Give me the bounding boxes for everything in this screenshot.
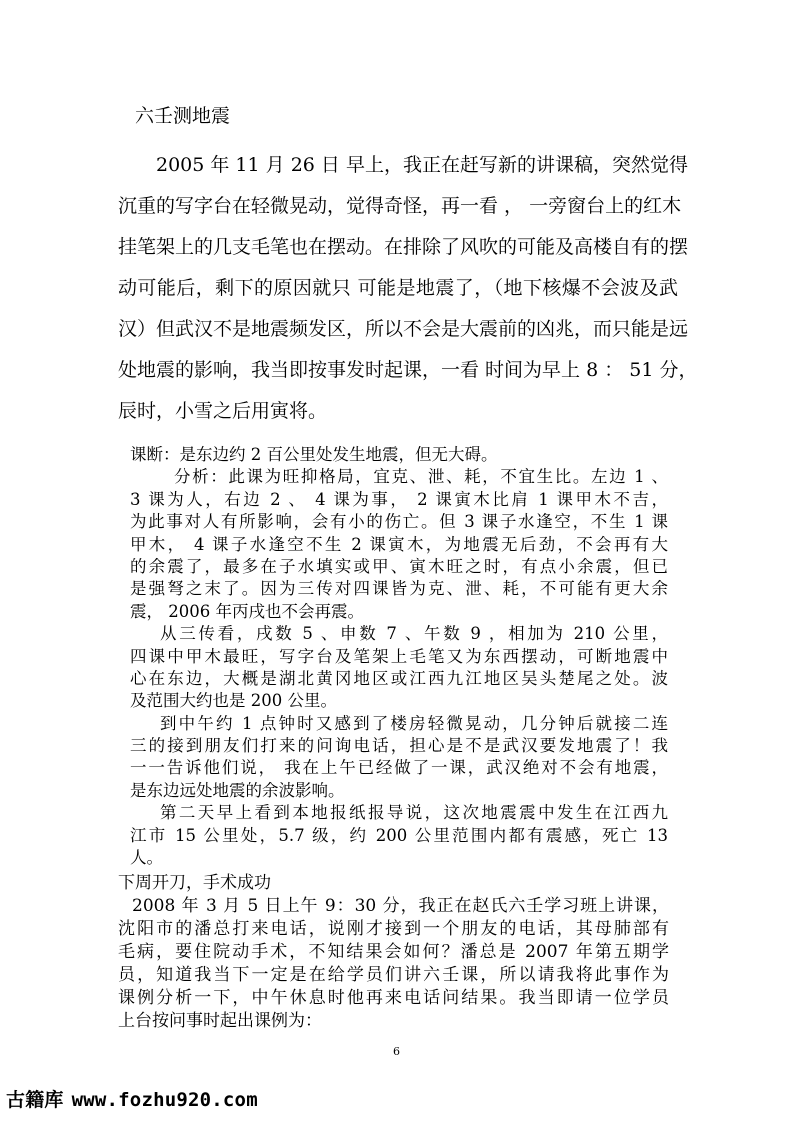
text-line: 辰时，小雪之后用寅将。 <box>118 400 328 422</box>
site-watermark <box>6 1087 258 1113</box>
text-line: 三的接到朋友们打来的问询电话，担心是不是武汉要发地震了！我 <box>130 736 668 756</box>
text-line: 江市 15 公里处，5.7 级，约 200 公里范围内都有震感，死亡 13 <box>130 825 668 845</box>
text-line: 第二天早上看到本地报纸报导说，这次地震震中发生在江西九 <box>160 803 668 823</box>
page-number: 6 <box>393 1045 400 1058</box>
text-line: 2005 年 11 月 26 日 早上，我正在赶写新的讲课稿，突然觉得 <box>156 154 688 176</box>
text-line: 毛病，要住院动手术，不知结果会如何？潘总是 2007 年第五期学 <box>118 942 669 962</box>
text-line: 震， 2006 年丙戌也不会再震。 <box>130 601 364 621</box>
text-line: 一一告诉他们说， 我在上午已经做了一课，武汉绝对不会有地震， <box>130 758 668 778</box>
text-line: 人。 <box>130 848 163 868</box>
watermark-url: www.fozhu920.com <box>71 1089 258 1111</box>
text-line: 沈阳市的潘总打来电话，说刚才接到一个朋友的电话，其母肺部有 <box>118 919 669 939</box>
watermark-site-name: 古籍库 <box>6 1089 64 1111</box>
text-line: 到中午约 1 点钟时又感到了楼房轻微晃动，几分钟后就接二连 <box>160 713 668 733</box>
text-line: 课例分析一下，中午休息时他再来电话问结果。我当即请一位学员 <box>118 988 669 1008</box>
text-line: 3 课为人，右边 2 、 4 课为事， 2 课寅木比肩 1 课甲木不吉， <box>130 489 668 509</box>
paragraph-earthquake-intro <box>118 145 698 432</box>
paragraph-earthquake-analysis <box>130 444 668 869</box>
text-line: 心在东边，大概是湖北黄冈地区或江西九江地区吴头楚尾之处。波 <box>130 668 668 688</box>
text-line: 挂笔架上的几支毛笔也在摆动。在排除了风吹的可能及高楼自有的摆 <box>118 236 689 258</box>
text-line: 是强弩之末了。因为三传对四课皆为克、泄、耗，不可能有更大余 <box>130 579 668 599</box>
text-line: 是东边远处地震的余波影响。 <box>130 780 345 800</box>
text-line: 的余震了，最多在子水填实或甲、寅木旺之时，有点小余震，但已 <box>130 556 668 576</box>
section-title-earthquake: 六壬测地震 <box>135 105 231 127</box>
text-line: 员，知道我当下一定是在给学员们讲六壬课，所以请我将此事作为 <box>118 965 669 985</box>
text-line: 四课中甲木最旺，写字台及笔架上毛笔又为东西摆动，可断地震中 <box>130 646 668 666</box>
text-line: 上台按问事时起出课例为： <box>118 1011 322 1031</box>
text-line: 处地震的影响，我当即按事发时起课，一看 时间为早上 8 ： 51 分， <box>118 359 698 381</box>
text-line: 及范围大约也是 200 公里。 <box>130 691 337 711</box>
paragraph-surgery-case <box>118 872 669 1033</box>
text-line: 为此事对人有所影响，会有小的伤亡。但 3 课子水逢空，不生 1 课 <box>130 512 668 532</box>
section-title-surgery: 下周开刀，手术成功 <box>118 873 271 893</box>
text-line: 分析：此课为旺抑格局，宜克、泄、耗，不宜生比。左边 1 、 <box>174 467 668 487</box>
text-line: 汉）但武汉不是地震频发区，所以不会是大震前的凶兆，而只能是远 <box>118 318 689 340</box>
text-line: 沉重的写字台在轻微晃动，觉得奇怪，再一看 ， 一旁窗台上的红木 <box>118 195 682 217</box>
text-line: 2008 年 3 月 5 日上午 9：30 分，我正在赵氏六壬学习班上讲课， <box>132 896 669 916</box>
text-line-verdict: 课断：是东边约 2 百公里处发生地震，但无大碍。 <box>130 445 498 464</box>
text-line: 从三传看，戌数 5 、申数 7 、午数 9 ，相加为 210 公里， <box>160 624 668 644</box>
text-line: 动可能后，剩下的原因就只 可能是地震了，（地下核爆不会波及武 <box>118 277 678 299</box>
text-line: 甲木， 4 课子水逢空不生 2 课寅木，为地震无后劲，不会再有大 <box>130 534 668 554</box>
